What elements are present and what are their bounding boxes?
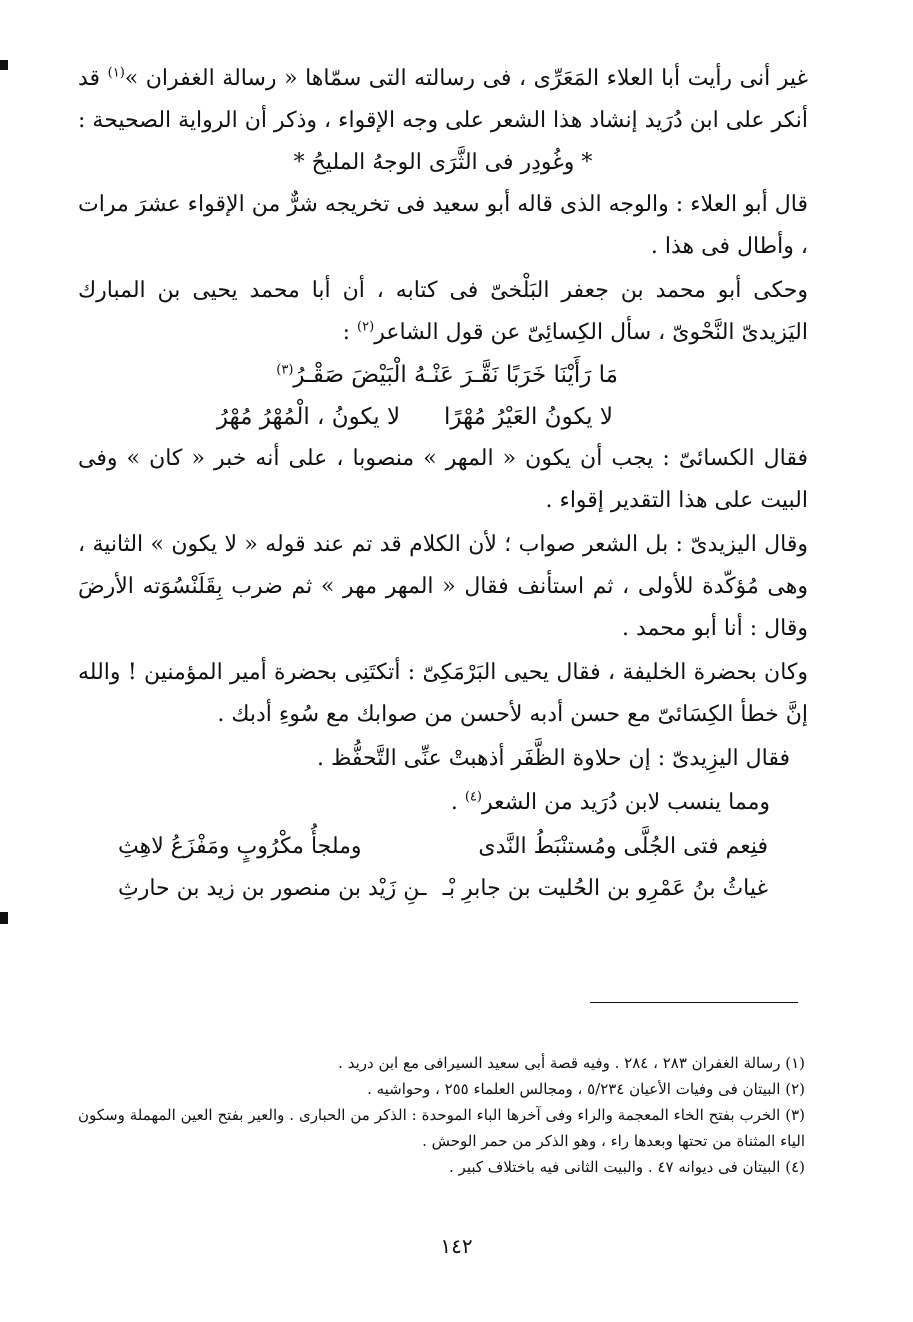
poem-row-1: [78, 826, 808, 868]
paragraph-8: [78, 782, 808, 824]
paragraph-3-text-end: :: [342, 320, 358, 345]
paragraph-3-text: وحكى أبو محمد بن جعفر البَلْخىّ فى كتابه ، أن أبا محمد يحيى بن المبارك اليَزيدىّ النَّحْوىّ ، سأل الكِسائِىّ عن قول الشاعر: [78, 278, 808, 345]
paragraph-2: قال أبو العلاء : والوجه الذى قاله أبو سعيد فى تخريجه شرٌّ من الإقواء عشرَ مرات ، وأطال فى هذا .: [78, 192, 808, 259]
quoted-verse: * وغُودِر فى الثَّرَى الوجهُ المليحُ *: [293, 150, 593, 175]
poem-row-2: [78, 868, 808, 910]
main-text: [78, 58, 808, 910]
paragraph-1-text: غير أنى رأيت أبا العلاء المَعَرِّى ، فى رسالته التى سمّاها « رسالة الغفران »: [124, 66, 809, 91]
footnote-separator: [590, 1002, 798, 1003]
poem: [78, 826, 808, 910]
paragraph-1: [78, 58, 808, 142]
scan-edge-mark-top: [0, 60, 8, 70]
paragraph-7: فقال اليزِيدىّ : إن حلاوة الظَّفَر أذهبتْ عنِّى التَّحفُّظ .: [317, 746, 790, 771]
poem-row-2-first-hemistich: غياثُ بنُ عَمْرِو بن الحُليت بن جابرِ بْـ: [442, 876, 768, 901]
paragraph-8-text: ومما ينسب لابن دُرَيد من الشعر: [481, 790, 770, 815]
page-number: ١٤٢: [440, 1234, 473, 1258]
footnote-ref-1: (١): [107, 65, 125, 81]
verse-line-1-text: مَا رَأَيْنَا خَرَبًا نَقَّـرَ عَنْـهُ الْبَيْضَ صَقْـرُ: [293, 362, 618, 388]
scan-edge-mark-middle: [0, 912, 8, 924]
paragraph-1-text-end: قد أنكر على ابن دُرَيد إنشاد هذا الشعر على وجه الإقواء ، وذكر أن الرواية الصحيحة :: [78, 66, 808, 133]
footnote-1: (١) رسالة الغفران ٢٨٣ ، ٢٨٤ . وفيه قصة أبى سعيد السيرافى مع ابن دريد .: [338, 1054, 805, 1072]
paragraph-5: وقال اليزيدىّ : بل الشعر صواب ؛ لأن الكلام قد تم عند قوله « لا يكون » الثانية ، وهى مُؤكّدة للأولى ، ثم استأنف فقال « المهر مهر » ثم ضرب بِقَلَنْسُوَته الأرضَ وقال : أنا أبو محمد .: [78, 532, 808, 641]
paragraph-6: وكان بحضرة الخليفة ، فقال يحيى البَرْمَكِىّ : أتكتَنِى بحضرة أمير المؤمنين ! والله إنَّ خطأ الكِسَائىّ مع حسن أدبه لأحسن من صوابك مع سُوءِ أدبك .: [78, 660, 808, 727]
footnote-ref-4: (٤): [464, 789, 482, 805]
verse-line-2: لا يكونُ العَيْرُ مُهْرًا لا يكونُ ، الْمُهْرُ مُهْرُ: [216, 404, 613, 430]
footnote-3: (٣) الخرب بفتح الخاء المعجمة والراء وفى آخرها الباء الموحدة : الذكر من الحبارى . والعير بفتح العين المهملة وسكون الياء المثناة من تحتها وبعدها راء ، وهو الذكر من حمر الوحش .: [78, 1106, 805, 1150]
footnote-4: (٤) البيتان فى ديوانه ٤٧ . والبيت الثانى فيه باختلاف كبير .: [449, 1158, 805, 1176]
paragraph-3: [78, 270, 808, 354]
footnotes: [78, 1050, 805, 1180]
poem-row-1-second-hemistich: وملجأُ مكْرُوبٍ ومَفْزَعُ لاهِثِ: [118, 834, 362, 859]
footnote-ref-3: (٣): [276, 362, 294, 378]
footnote-ref-2: (٢): [357, 319, 375, 335]
footnote-2: (٢) البيتان فى وفيات الأعيان ٥/٢٣٤ ، ومجالس العلماء ٢٥٥ ، وحواشيه .: [367, 1080, 805, 1098]
verse-line-1: [78, 354, 808, 396]
poem-row-1-first-hemistich: فنِعم فتى الجُلَّى ومُستنْبَطُ النَّدى: [478, 834, 768, 859]
paragraph-4: فقال الكسائىّ : يجب أن يكون « المهر » منصوبا ، على أنه خبر « كان » وفى البيت على هذا التقدير إقواء .: [78, 446, 808, 513]
paragraph-8-text-end: .: [450, 790, 465, 815]
poem-row-2-second-hemistich: ـنِ زَيْد بن منصور بن زيد بن حارثِ: [118, 876, 427, 901]
